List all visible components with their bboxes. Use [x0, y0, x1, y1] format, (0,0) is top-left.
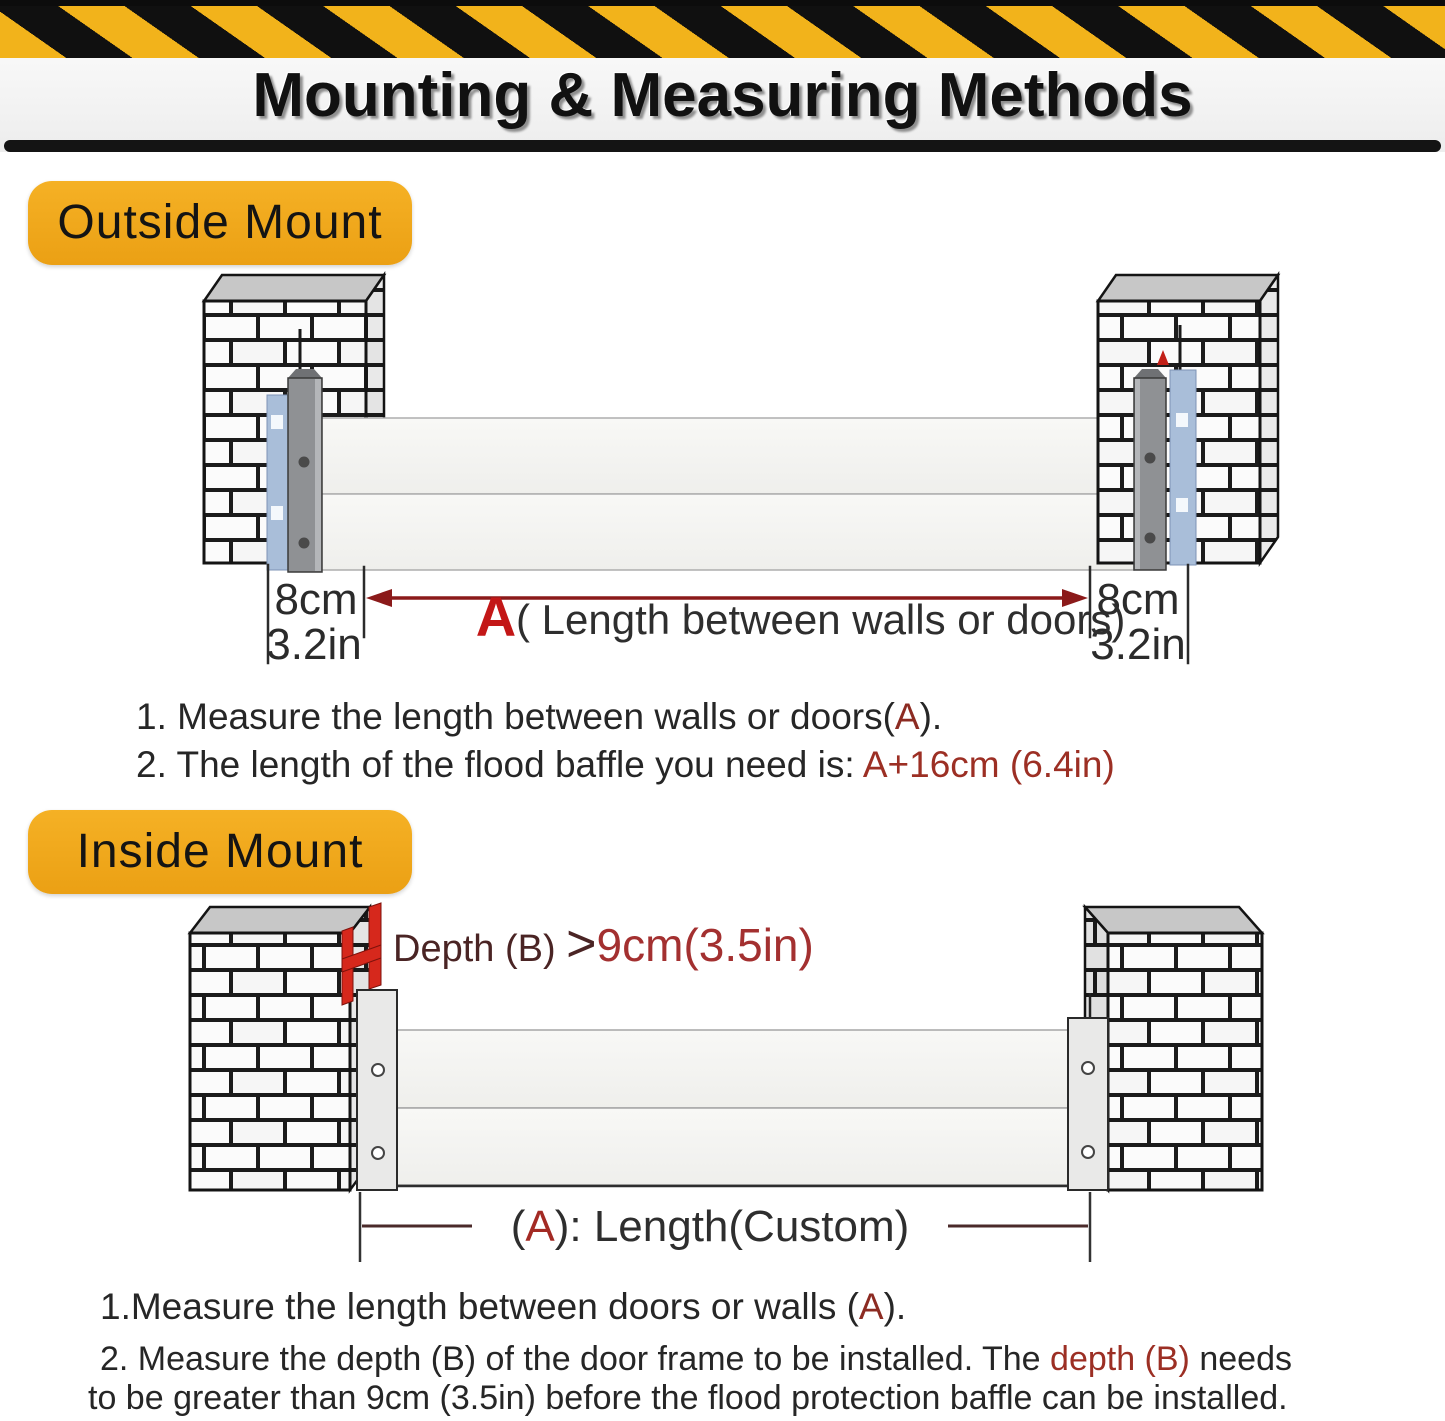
inside-dimensions — [360, 1192, 1090, 1262]
outside-step-1 — [136, 696, 942, 738]
seal-mark — [1176, 413, 1188, 427]
length-label — [511, 1202, 910, 1251]
pillar-front-face — [190, 933, 350, 1190]
inside-mount-badge: Inside Mount — [28, 810, 412, 894]
outside-barrier-panels — [320, 418, 1134, 570]
screw-hole — [1145, 533, 1156, 544]
left-dim-in: 3.2in — [266, 620, 362, 665]
banner-divider — [4, 140, 1441, 152]
step-highlight: A — [894, 696, 920, 737]
seal-strip — [1170, 370, 1196, 565]
length-label-open: ( — [510, 1202, 526, 1251]
seal-mark — [1176, 498, 1188, 512]
depth-label-text: Depth (B) — [393, 928, 567, 970]
depth-value: 9cm(3.5in) — [596, 919, 814, 971]
screw-hole — [372, 1147, 384, 1159]
step-highlight: A+16cm (6.4in) — [862, 744, 1115, 785]
barrier-panel-bottom — [320, 494, 1134, 570]
inside-left-channel — [357, 990, 397, 1190]
channel-bar — [357, 990, 397, 1190]
step-text: 2. Measure the depth (B) of the door frame to be installed. The — [100, 1340, 1051, 1378]
channel-highlight — [1135, 379, 1140, 569]
screw-hole — [372, 1064, 384, 1076]
span-label: ( Length between walls or doors) — [516, 596, 1126, 643]
page-title: Mounting & Measuring Methods — [252, 61, 1193, 130]
span-a-label: A — [475, 585, 517, 648]
inside-barrier-panels — [397, 1030, 1068, 1186]
step-highlight: A — [858, 1286, 884, 1327]
outside-step-2 — [136, 744, 1115, 786]
step-text: 2. The length of the flood baffle you need is: — [136, 744, 863, 785]
seal-mark — [271, 506, 283, 520]
pillar-top-face — [190, 907, 370, 933]
length-label-rest: ): Length(Custom) — [554, 1202, 910, 1251]
pillar-top-face — [1098, 275, 1278, 301]
screw-hole — [1082, 1062, 1094, 1074]
inside-step-2-line-1 — [100, 1340, 1292, 1379]
inside-right-channel — [1068, 993, 1108, 1190]
hazard-stripes — [0, 0, 1445, 58]
depth-label — [393, 915, 814, 973]
pillar-side-shade — [1260, 275, 1278, 563]
step-text: to be greater than 9cm (3.5in) before the flood protection baffle can be installed. — [88, 1379, 1288, 1417]
right-dim-in: 3.2in — [1090, 620, 1186, 665]
step-text: ). — [919, 696, 943, 737]
pillar-top-face — [1085, 907, 1262, 933]
outside-dimensions — [266, 565, 1188, 665]
outside-left-channel — [267, 369, 322, 572]
barrier-panel-bottom — [397, 1108, 1068, 1185]
channel-highlight — [315, 379, 321, 571]
screw-hole — [1082, 1146, 1094, 1158]
greater-than-sign: > — [566, 915, 597, 973]
channel-bar — [1068, 1018, 1108, 1190]
barrier-panel-top — [320, 418, 1134, 494]
right-dim-cm: 8cm — [1096, 575, 1180, 624]
pillar-top-face — [204, 275, 384, 301]
inside-mount-diagram — [150, 895, 1300, 1270]
screw-hole — [1145, 453, 1156, 464]
step-text: 1. Measure the length between walls or doors( — [136, 696, 895, 737]
pillar-front-face — [1108, 933, 1262, 1190]
header-banner — [0, 0, 1445, 152]
seal-mark — [271, 415, 283, 429]
left-dim-cm: 8cm — [274, 575, 358, 624]
arrowhead-left-icon — [366, 589, 392, 607]
screw-hole — [299, 538, 310, 549]
length-label-a: A — [525, 1202, 555, 1251]
step-text: ). — [883, 1286, 907, 1327]
barrier-panel-top — [397, 1030, 1068, 1108]
inside-step-2-line-2 — [88, 1379, 1288, 1418]
screw-hole — [299, 457, 310, 468]
step-text: 1.Measure the length between doors or walls ( — [100, 1286, 859, 1327]
step-text: needs — [1189, 1340, 1292, 1378]
outside-mount-badge: Outside Mount — [28, 181, 412, 265]
inside-right-pillar — [1085, 907, 1262, 1190]
step-highlight: depth (B) — [1050, 1340, 1190, 1378]
inside-step-1 — [100, 1286, 906, 1328]
outside-right-channel — [1134, 350, 1196, 570]
outside-mount-diagram — [150, 265, 1300, 665]
